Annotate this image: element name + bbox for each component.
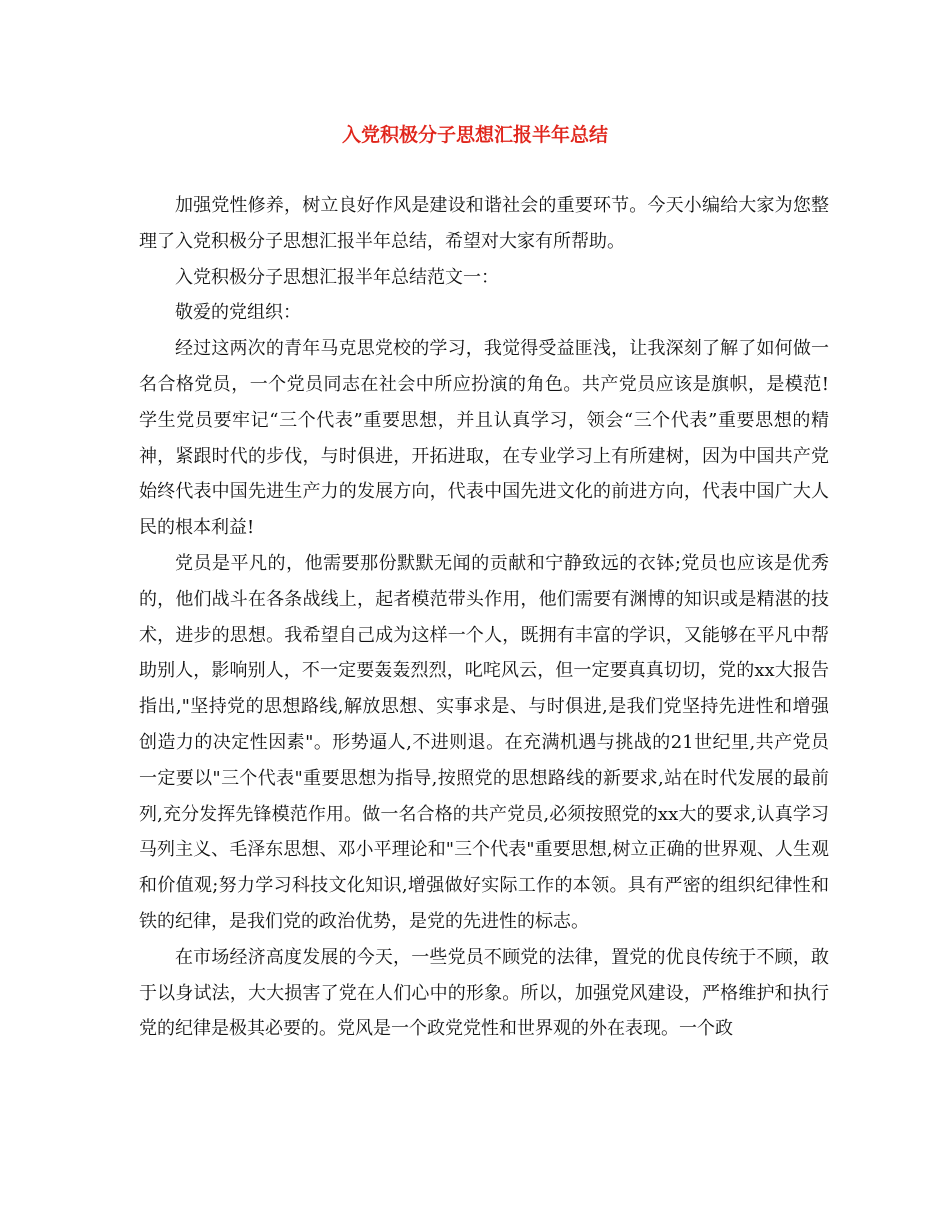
salutation: 敬爱的党组织： bbox=[175, 302, 301, 324]
document-body bbox=[139, 188, 829, 1047]
body-paragraph: 经过这两次的青年马克思党校的学习，我觉得受益匪浅，让我深刻了解了如何做一名合格党员，一个党员同志在社会中所应扮演的角色。共产党员应该是旗帜，是模范!学生党员要牢记“三个代表”重要思想，并且认真学习，领会“三个代表”重要思想的精神，紧跟时代的步伐，与时俱进，开拓进取，在专业学习上有所建树，因为中国共产党始终代表中国先进生产力的发展方向，代表中国先进文化的前进方向，代表中国广大人民的根本利益! bbox=[139, 338, 829, 539]
body-paragraph: 党员是平凡的，他需要那份默默无闻的贡献和宁静致远的衣钵;党员也应该是优秀的，他们战斗在各条战线上，起者模范带头作用，他们需要有渊博的知识或是精湛的技术，进步的思想。我希望自己成为这样一个人，既拥有丰富的学识，又能够在平凡中帮助别人，影响别人，不一定要轰轰烈烈，叱咤风云，但一定要真真切切，党的xx大报告指出,"坚持党的思想路线,解放思想、实事求是、与时俱进,是我们党坚持先进性和增强创造力的决定性因素"。形势逼人,不进则退。在充满机遇与挑战的21世纪里,共产党员一定要以"三个代表"重要思想为指导,按照党的思想路线的新要求,站在时代发展的最前列,充分发挥先锋模范作用。做一名合格的共产党员,必须按照党的xx大的要求,认真学习马列主义、毛泽东思想、邓小平理论和"三个代表"重要思想,树立正确的世界观、人生观和价值观;努力学习科技文化知识,增强做好实际工作的本领。具有严密的组织纪律性和铁的纪律，是我们党的政治优势，是党的先进性的标志。 bbox=[139, 552, 829, 932]
document-title: 入党积极分子思想汇报半年总结 bbox=[341, 124, 608, 146]
intro-paragraph: 加强党性修养，树立良好作风是建设和谐社会的重要环节。今天小编给大家为您整理了入党积极分子思想汇报半年总结，希望对大家有所帮助。 bbox=[139, 195, 829, 252]
body-paragraph: 在市场经济高度发展的今天，一些党员不顾党的法律，置党的优良传统于不顾，敢于以身试法，大大损害了党在人们心中的形象。所以，加强党风建设，严格维护和执行党的纪律是极其必要的。党风是一个政党党性和世界观的外在表现。一个政 bbox=[139, 946, 829, 1040]
sample-heading: 入党积极分子思想汇报半年总结范文一： bbox=[175, 266, 499, 288]
